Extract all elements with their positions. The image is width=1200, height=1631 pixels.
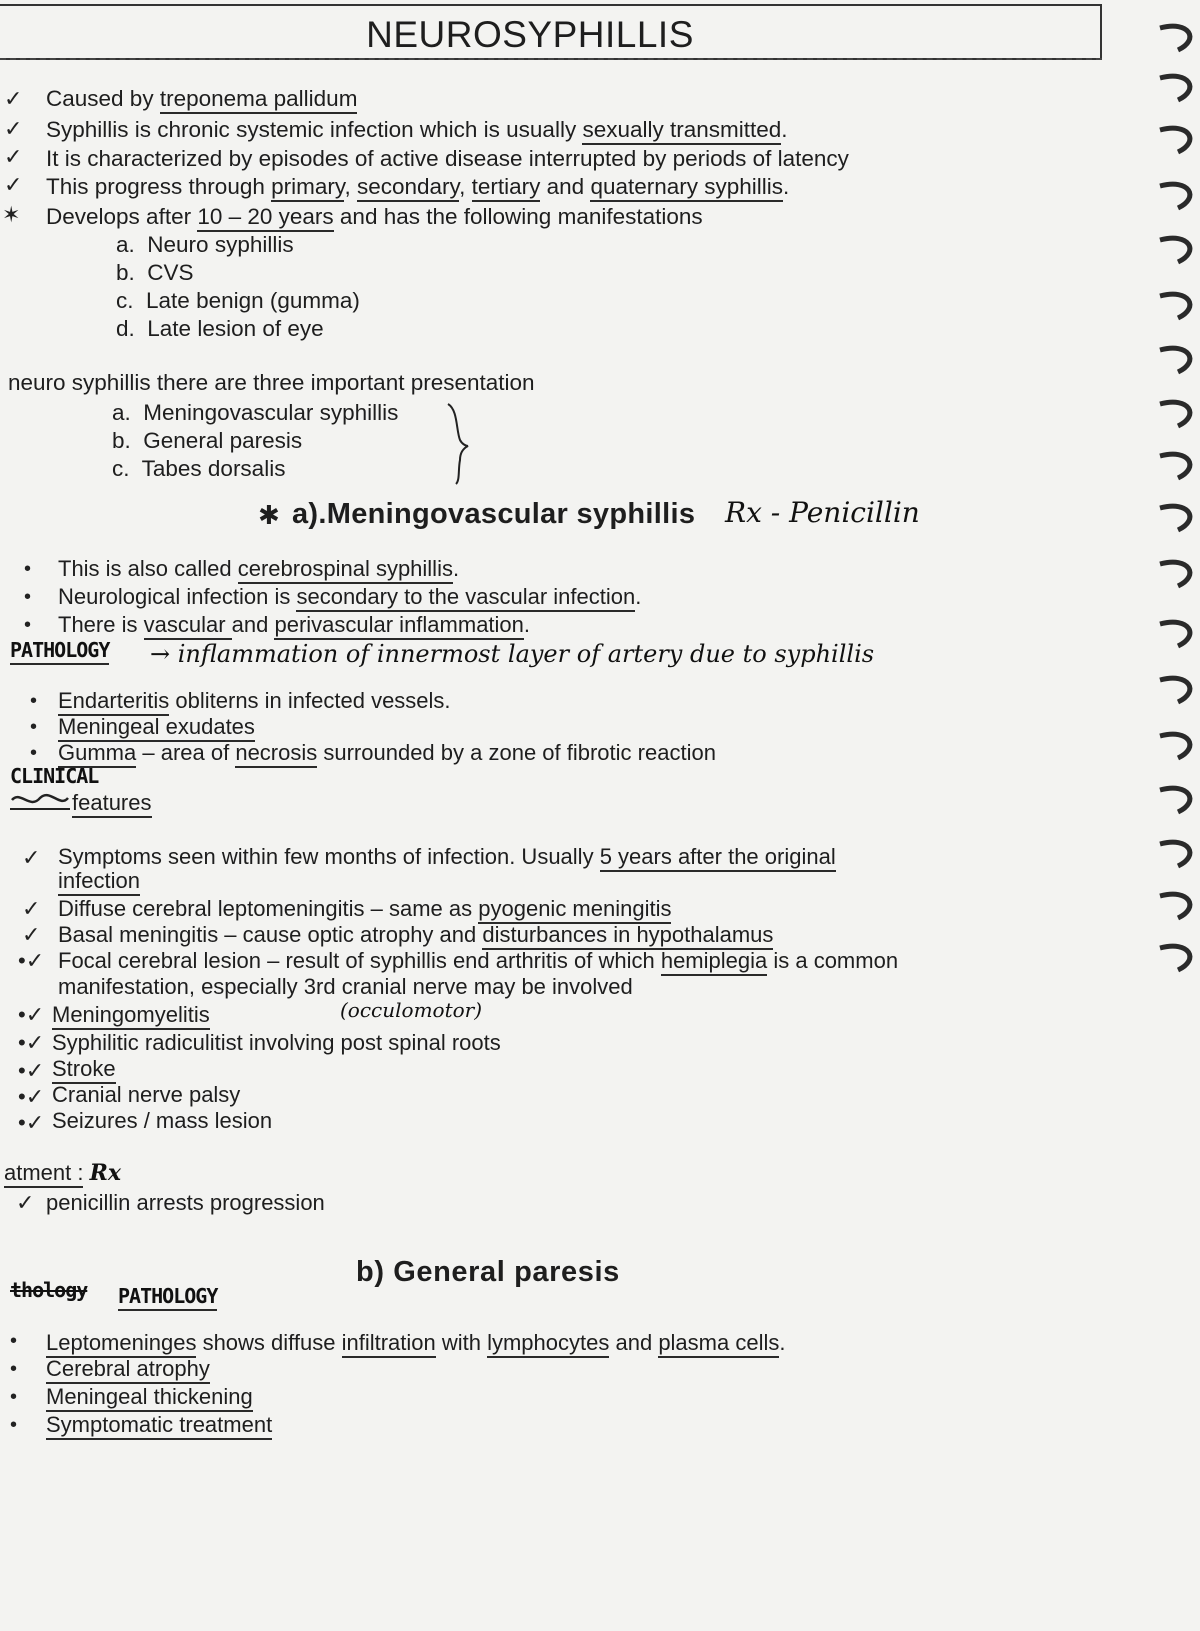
- pathology-struck-label: thology: [10, 1278, 88, 1302]
- check-mark-icon: •✓: [18, 1084, 45, 1109]
- bullet-text: This is also called: [58, 556, 238, 581]
- bullet-icon: •: [10, 1386, 18, 1408]
- pathology-term: Meningeal exudates: [58, 714, 255, 742]
- check-mark-icon: •✓: [18, 1110, 45, 1135]
- intro-progress: This progress through primary, secondary, tertiary and quaternary syphillis.: [46, 174, 789, 200]
- manifestation-text: Late benign (gumma): [146, 288, 360, 313]
- section-b-pathology-label: PATHOLOGY: [118, 1284, 217, 1311]
- check-mark-icon: ✓: [4, 144, 23, 169]
- bullet-icon: •: [30, 690, 38, 712]
- bullet-icon: •: [24, 614, 32, 636]
- bullet-underlined: secondary to the vascular infection: [296, 584, 635, 612]
- check-mark-icon: ✓: [16, 1190, 35, 1215]
- presentation-text: General paresis: [143, 428, 303, 453]
- check-mark-icon: •✓: [18, 948, 45, 973]
- section-b-item: [46, 1330, 785, 1355]
- presentation-item: [112, 428, 302, 454]
- pathology-desc: obliterns in infected vessels.: [169, 688, 451, 713]
- clinical-item: [58, 844, 836, 869]
- manifestation-letter: b.: [116, 260, 135, 285]
- check-mark-icon: ✓: [22, 922, 41, 947]
- clinical-underlined: pyogenic meningitis: [478, 896, 671, 924]
- presentation-letter: c.: [112, 456, 130, 481]
- rx-penicillin-note: Rx - Penicillin: [725, 496, 920, 529]
- stage-and: and: [540, 174, 591, 199]
- clinical-text-end: is a common: [767, 948, 899, 973]
- intro-episodes: It is characterized by episodes of active disease interrupted by periods of latency: [46, 146, 849, 171]
- intro-chronic-prefix: Syphillis is chronic systemic infection which is usually: [46, 117, 583, 142]
- intro-cause-organism: treponema pallidum: [160, 86, 358, 114]
- clinical-item: Stroke: [52, 1056, 116, 1084]
- pathology-term: Gumma: [58, 740, 136, 768]
- bullet-icon: •: [10, 1358, 18, 1380]
- section-b-heading: b) General paresis: [356, 1256, 620, 1288]
- pathology-mid: – area of: [136, 740, 236, 765]
- clinical-item: [58, 896, 671, 921]
- asterisk-icon: ✱: [258, 500, 280, 530]
- manifestation-text: Late lesion of eye: [147, 316, 324, 341]
- clinical-text: Focal cerebral lesion – result of syphillis end arthritis of which: [58, 948, 661, 973]
- bullet-icon: •: [30, 742, 38, 764]
- clinical-text: Meningomyelitis: [52, 1002, 210, 1030]
- section-a-bullet: [58, 556, 459, 581]
- presentation-item: [112, 400, 398, 426]
- bullet-text: There is: [58, 612, 144, 637]
- develops-prefix: Develops after: [46, 204, 198, 229]
- section-b-text: with: [435, 1330, 488, 1355]
- pathology-desc: surrounded by a zone of fibrotic reaction: [317, 740, 716, 765]
- section-b-item: Cerebral atrophy: [46, 1356, 210, 1384]
- develops-suffix: and has the following manifestations: [333, 204, 703, 229]
- bullet-icon: •: [24, 558, 32, 580]
- clinical-item-cont: manifestation, especially 3rd cranial nerve may be involved: [58, 974, 633, 999]
- manifestation-item: [116, 260, 194, 286]
- section-b-end: .: [779, 1330, 786, 1355]
- section-b-text: and: [609, 1330, 659, 1355]
- title-divider: [0, 58, 1102, 60]
- section-b-term: plasma cells: [658, 1330, 779, 1358]
- intro-chronic: [46, 117, 788, 143]
- check-mark-icon: ✓: [4, 86, 23, 111]
- bullet-mid: and: [231, 612, 275, 637]
- presentation-letter: a.: [112, 400, 131, 425]
- stage-tertiary: tertiary: [472, 174, 541, 202]
- manifestation-item: [116, 232, 294, 258]
- stage-quaternary: quaternary syphillis: [590, 174, 783, 202]
- pathology-item: [58, 740, 716, 765]
- star-mark-icon: ✶: [2, 202, 21, 227]
- check-mark-icon: •✓: [18, 1002, 45, 1027]
- intro-cause-prefix: Caused by: [46, 86, 160, 111]
- section-b-item: Symptomatic treatment: [46, 1412, 272, 1440]
- clinical-item: [58, 922, 773, 947]
- treatment-text: penicillin arrests progression: [46, 1190, 325, 1215]
- develops-years: 10 – 20 years: [197, 204, 333, 232]
- bullet-icon: •: [24, 586, 32, 608]
- manifestation-text: Neuro syphillis: [147, 232, 294, 257]
- pathology-term: necrosis: [235, 740, 317, 768]
- presentation-text: Tabes dorsalis: [141, 456, 286, 481]
- spiral-binding: [1130, 0, 1200, 1631]
- pathology-note: → inflammation of innermost layer of artery due to syphillis: [150, 640, 875, 668]
- bullet-underlined: cerebrospinal syphillis: [238, 556, 453, 584]
- section-b-term: Leptomeninges: [46, 1330, 196, 1358]
- intro-chronic-route: sexually transmitted: [582, 117, 781, 145]
- bullet-underlined: perivascular inflammation: [274, 612, 523, 640]
- intro-cause: [46, 86, 357, 112]
- section-b-item: Meningeal thickening: [46, 1384, 253, 1412]
- bullet-text: Neurological infection is: [58, 584, 297, 609]
- section-a-bullet: [58, 584, 641, 609]
- features-label: features: [72, 790, 152, 818]
- pathology-term: Endarteritis: [58, 688, 169, 716]
- clinical-item: [52, 1002, 210, 1027]
- oculomotor-note: (occulomotor): [340, 998, 483, 1022]
- check-mark-icon: ✓: [4, 172, 23, 197]
- clinical-underlined: 5 years after the original: [600, 844, 836, 872]
- manifestation-letter: d.: [116, 316, 135, 341]
- clinical-underlined: disturbances in hypothalamus: [482, 922, 773, 950]
- pathology-item: [58, 714, 255, 739]
- clinical-item-cont: [58, 868, 140, 893]
- clinical-item: Seizures / mass lesion: [52, 1108, 273, 1133]
- clinical-item: Syphilitic radiculitist involving post spinal roots: [52, 1030, 501, 1055]
- clinical-underlined: hemiplegia: [661, 948, 767, 976]
- brace-icon: [440, 400, 470, 486]
- manifestation-letter: a.: [116, 232, 135, 257]
- page-title: NEUROSYPHILLIS: [366, 14, 694, 55]
- clinical-label: CLINICAL: [10, 764, 99, 788]
- bullet-icon: •: [30, 716, 38, 738]
- pathology-label: PATHOLOGY: [10, 638, 109, 665]
- clinical-item: [58, 948, 898, 973]
- manifestation-letter: c.: [116, 288, 134, 313]
- bullet-end: .: [635, 584, 642, 609]
- stage-primary: primary: [271, 174, 344, 202]
- clinical-text: Diffuse cerebral leptomeningitis – same as: [58, 896, 479, 921]
- presentation-item: [112, 456, 285, 482]
- intro-develops: [46, 204, 703, 230]
- section-b-term: lymphocytes: [487, 1330, 609, 1358]
- clinical-text: Basal meningitis – cause optic atrophy and: [58, 922, 483, 947]
- bullet-end: .: [523, 612, 531, 637]
- presentation-text: Meningovascular syphillis: [143, 400, 399, 425]
- check-mark-icon: ✓: [22, 845, 41, 870]
- intro-progress-prefix: This progress through: [46, 174, 272, 199]
- section-a-heading: a).Meningovascular syphillis: [292, 498, 696, 530]
- scribble-mark: [10, 788, 70, 810]
- presentation-letter: b.: [112, 428, 131, 453]
- section-a-bullet: [58, 612, 530, 637]
- section-b-term: infiltration: [342, 1330, 436, 1358]
- check-mark-icon: ✓: [4, 116, 23, 141]
- check-mark-icon: •✓: [18, 1058, 45, 1083]
- bullet-end: .: [452, 556, 460, 581]
- manifestation-item: [116, 316, 324, 342]
- section-b-text: shows diffuse: [196, 1330, 342, 1355]
- manifestation-item: [116, 288, 360, 314]
- clinical-text: infection: [58, 868, 140, 896]
- bullet-icon: •: [10, 1414, 18, 1436]
- pathology-item: [58, 688, 451, 713]
- intro-chronic-suffix: .: [781, 117, 788, 142]
- clinical-text: Symptoms seen within few months of infection. Usually: [58, 844, 600, 869]
- manifestation-text: CVS: [147, 260, 194, 285]
- treatment-label: atment :: [4, 1160, 83, 1188]
- check-mark-icon: •✓: [18, 1030, 45, 1055]
- bullet-underlined: vascular: [144, 612, 232, 640]
- stage-secondary: secondary: [357, 174, 459, 202]
- treatment-rx-note: Rx: [89, 1160, 122, 1186]
- treatment-line: [4, 1160, 121, 1186]
- presentations-lead: neuro syphillis there are three important presentation: [8, 370, 535, 395]
- check-mark-icon: ✓: [22, 896, 41, 921]
- bullet-icon: •: [10, 1330, 18, 1352]
- clinical-item: Cranial nerve palsy: [52, 1082, 241, 1107]
